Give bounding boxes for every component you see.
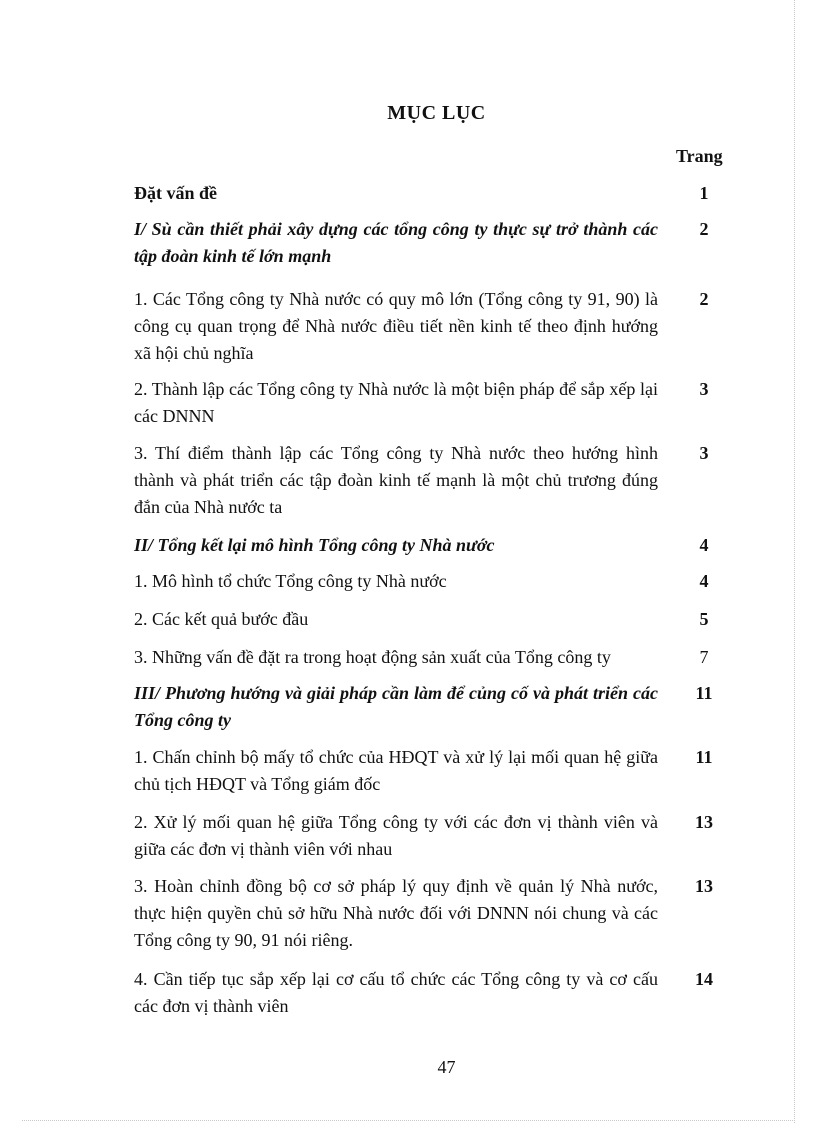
toc-entry-text: Đặt vấn đề xyxy=(134,183,218,203)
toc-entry-text: II/ Tổng kết lại mô hình Tổng công ty Nhà nước xyxy=(134,535,495,555)
toc-entry-page: 11 xyxy=(695,683,713,703)
toc-entry-page: 1 xyxy=(699,183,709,203)
toc-section-2 xyxy=(134,532,658,559)
toc-entry-3-4 xyxy=(134,966,658,1020)
toc-entry-page: 14 xyxy=(695,969,713,989)
toc-entry-text: 4. Cần tiếp tục sắp xếp lại cơ cấu tổ chức các Tổng công ty và cơ cấu các đơn vị thành viên xyxy=(134,969,658,1016)
toc-entry-text: 1. Mô hình tổ chức Tổng công ty Nhà nước xyxy=(134,571,447,591)
toc-title: MỤC LỤC xyxy=(387,102,486,124)
toc-entry-text: 3. Những vấn đề đặt ra trong hoạt động sản xuất của Tổng công ty xyxy=(134,647,611,667)
toc-entry-text: III/ Phương hướng và giải pháp cần làm để củng cố và phát triển các Tổng công ty xyxy=(134,683,658,730)
toc-entry-text: 2. Các kết quả bước đầu xyxy=(134,609,309,629)
toc-entry-page: 2 xyxy=(699,219,709,239)
toc-entry-text: 1. Chấn chỉnh bộ mấy tổ chức của HĐQT và xử lý lại mối quan hệ giữa chủ tịch HĐQT và Tổng giám đốc xyxy=(134,747,658,794)
page-bottom-edge xyxy=(22,1120,795,1121)
toc-entry-page: 7 xyxy=(699,647,709,667)
toc-entry-intro xyxy=(134,180,658,207)
page-column-header: Trang xyxy=(676,146,723,166)
toc-entry-page: 3 xyxy=(699,443,709,463)
toc-entry-page: 13 xyxy=(695,812,713,832)
footer-page-number: 47 xyxy=(437,1057,456,1077)
toc-entry-page: 4 xyxy=(699,535,709,555)
toc-entry-text: I/ Sù cần thiết phải xây dựng các tổng công ty thực sự trở thành các tập đoàn kinh tế lớn mạnh xyxy=(134,219,658,266)
toc-entry-page: 4 xyxy=(699,571,709,591)
toc-entry-text: 3. Thí điểm thành lập các Tổng công ty Nhà nước theo hướng hình thành và phát triển các tập đoàn kinh tế mạnh là một chủ trương đúng đắn của Nhà nước ta xyxy=(134,443,658,517)
toc-entry-text: 2. Thành lập các Tổng công ty Nhà nước là một biện pháp để sắp xếp lại các DNNN xyxy=(134,379,658,426)
toc-entry-3-1 xyxy=(134,744,658,798)
toc-entry-text: 3. Hoàn chỉnh đồng bộ cơ sở pháp lý quy định về quản lý Nhà nước, thực hiện quyền chủ sở hữu Nhà nước đối với DNNN nói chung và các Tổng công ty 90, 91 nói riêng. xyxy=(134,876,658,950)
toc-entry-text: 2. Xử lý mối quan hệ giữa Tổng công ty với các đơn vị thành viên và giữa các đơn vị thành viên với nhau xyxy=(134,812,658,859)
toc-entry-2-2 xyxy=(134,606,658,633)
toc-entry-1-2 xyxy=(134,376,658,430)
toc-entry-1-3 xyxy=(134,440,658,521)
toc-section-3 xyxy=(134,680,658,734)
toc-entry-page: 11 xyxy=(695,747,713,767)
toc-entry-page: 13 xyxy=(695,876,713,896)
toc-entry-1-1 xyxy=(134,286,658,367)
toc-entry-2-3 xyxy=(134,644,658,671)
toc-entry-2-1 xyxy=(134,568,658,595)
toc-section-1 xyxy=(134,216,658,270)
toc-entry-page: 3 xyxy=(699,379,709,399)
toc-entry-3-2 xyxy=(134,809,658,863)
toc-entry-page: 2 xyxy=(699,289,709,309)
toc-entry-text: 1. Các Tổng công ty Nhà nước có quy mô lớn (Tổng công ty 91, 90) là công cụ quan trọng để Nhà nước điều tiết nền kinh tế theo định hướng xã hội chủ nghĩa xyxy=(134,289,658,363)
toc-entry-page: 5 xyxy=(699,609,709,629)
toc-entry-3-3 xyxy=(134,873,658,954)
